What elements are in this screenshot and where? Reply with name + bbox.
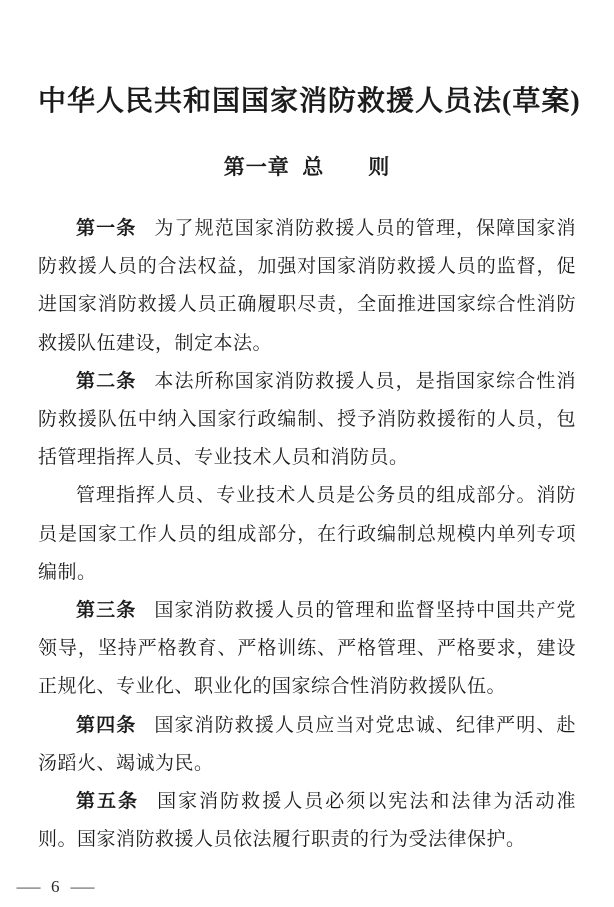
article-4-text: 国家消防救援人员应当对党忠诚、纪律严明、赴汤蹈火、竭诚为民。 bbox=[38, 714, 576, 774]
article-3-label: 第三条 bbox=[76, 600, 137, 622]
page-footer bbox=[16, 877, 94, 897]
article-5-text: 国家消防救援人员必须以宪法和法律为活动准则。国家消防救援人员依法履行职责的行为受法律保护。 bbox=[38, 791, 576, 851]
article-2-continuation-text: 管理指挥人员、专业技术人员是公务员的组成部分。消防员是国家工作人员的组成部分，在行政编制总规模内单列专项编制。 bbox=[38, 485, 576, 583]
article-1-label: 第一条 bbox=[76, 218, 137, 239]
document-title: 中华人民共和国国家消防救援人员法(草案) bbox=[38, 86, 581, 117]
article-4-label: 第四条 bbox=[76, 714, 137, 736]
article-2-label: 第二条 bbox=[76, 370, 137, 392]
article-2-text: 本法所称国家消防救援人员，是指国家综合性消防救援队伍中纳入国家行政编制、授予消防救援衔的人员，包括管理指挥人员、专业技术人员和消防员。 bbox=[38, 370, 576, 469]
chapter-heading bbox=[38, 154, 576, 180]
paragraph-article-4 bbox=[38, 707, 576, 783]
chapter-name: 总 则 bbox=[302, 155, 391, 179]
article-3-text: 国家消防救援人员的管理和监督坚持中国共产党领导，坚持严格教育、严格训练、严格管理、严格要求，建设正规化、专业化、职业化的国家综合性消防救援队伍。 bbox=[38, 600, 576, 698]
paragraph-article-3 bbox=[38, 592, 576, 707]
article-1-text: 为了规范国家消防救援人员的管理，保障国家消防救援人员的合法权益，加强对国家消防救援人员的监督，促进国家消防救援人员正确履职尽责，全面推进国家综合性消防救援队伍建设，制定本法。 bbox=[38, 218, 576, 354]
article-5-label: 第五条 bbox=[76, 791, 140, 813]
page-number-value: 6 bbox=[51, 877, 60, 896]
chapter-number: 第一章 bbox=[223, 155, 290, 179]
paragraph-article-1 bbox=[38, 210, 576, 363]
paragraph-article-2 bbox=[38, 363, 576, 478]
page-number-right-dash: — bbox=[70, 877, 94, 896]
paragraph-article-2-continuation bbox=[38, 477, 576, 592]
paragraph-article-5 bbox=[38, 783, 576, 859]
page-number-left-dash: — bbox=[16, 877, 41, 896]
document-body bbox=[38, 210, 576, 859]
